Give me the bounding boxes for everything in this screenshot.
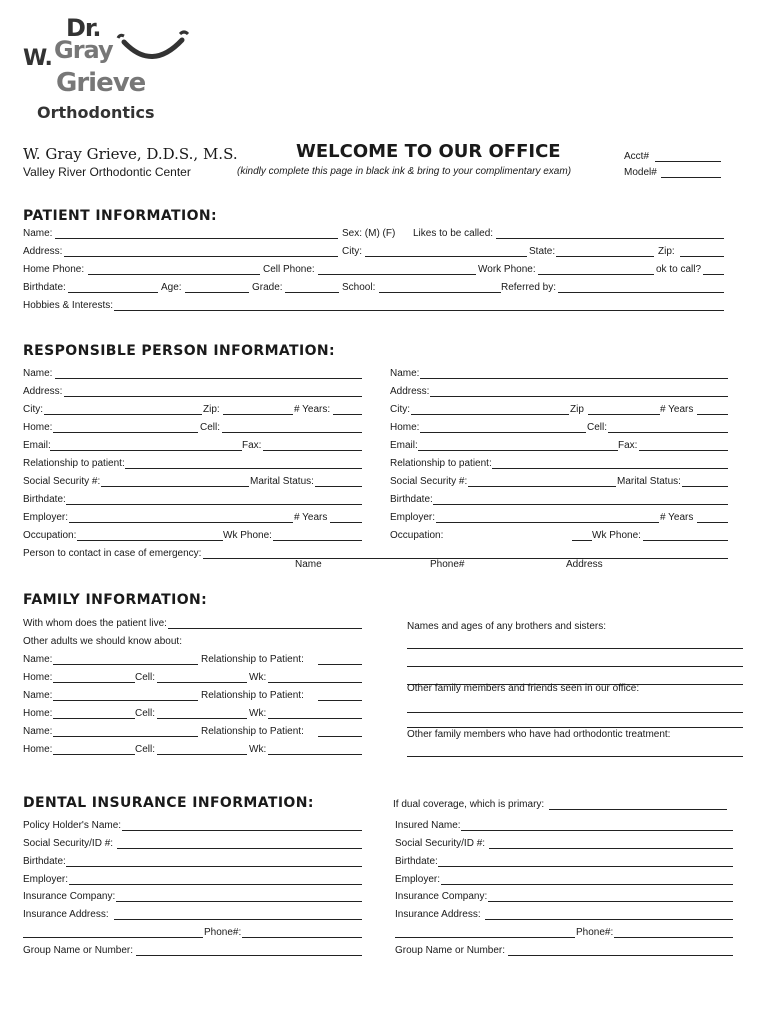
resp2-ssn-field[interactable]	[468, 475, 616, 487]
label: Employer:	[390, 512, 436, 523]
label: ok to call?	[656, 264, 702, 275]
insured-phone-field[interactable]	[614, 926, 733, 938]
label: Cell:	[135, 708, 156, 719]
adult3-wk-field[interactable]	[268, 743, 362, 755]
label: Email:	[390, 440, 418, 451]
live-with-field[interactable]	[168, 617, 362, 629]
insured-name-field[interactable]	[461, 819, 733, 831]
page-subtitle: (kindly complete this page in black ink & bring to your complimentary exam)	[237, 166, 572, 177]
label: # Years:	[294, 404, 331, 415]
label: With whom does the patient live:	[23, 618, 167, 629]
home-phone-field[interactable]	[88, 263, 260, 275]
insured-ssn-field[interactable]	[489, 837, 733, 849]
insured-address-field[interactable]	[485, 908, 733, 920]
label: Birthdate:	[395, 856, 438, 867]
label: Zip:	[203, 404, 220, 415]
resp2-relationship-field[interactable]	[492, 457, 728, 469]
adult1-relationship-field[interactable]	[318, 653, 362, 665]
birthdate-field[interactable]	[68, 281, 158, 293]
adult1-home-field[interactable]	[53, 671, 135, 683]
label: State:	[529, 246, 556, 257]
resp1-fax-field[interactable]	[263, 439, 362, 451]
label: Wk:	[249, 672, 267, 683]
label: Relationship to Patient:	[201, 654, 304, 665]
cell-phone-field[interactable]	[318, 263, 476, 275]
resp2-cell-field[interactable]	[608, 421, 728, 433]
resp1-employer-years-field[interactable]	[330, 511, 362, 523]
resp2-email-field[interactable]	[418, 439, 618, 451]
holder-ssn-field[interactable]	[117, 837, 362, 849]
label: Home:	[23, 422, 53, 433]
emergency-field[interactable]	[203, 547, 728, 559]
insured-birthdate-field[interactable]	[438, 855, 733, 867]
resp1-birthdate-field[interactable]	[66, 493, 362, 505]
resp1-marital-field[interactable]	[315, 475, 362, 487]
label: Home:	[23, 708, 53, 719]
label: Cell:	[200, 422, 221, 433]
label: Address:	[23, 246, 63, 257]
logo-gray: Gray	[54, 36, 113, 64]
resp1-zip-field[interactable]	[223, 403, 293, 415]
label: Group Name or Number:	[395, 945, 506, 956]
label: Name:	[23, 654, 53, 665]
label: Phone#:	[576, 927, 614, 938]
label: Phone#	[430, 559, 465, 570]
label: Name	[295, 559, 322, 570]
adult3-cell-field[interactable]	[157, 743, 247, 755]
resp2-home-field[interactable]	[420, 421, 586, 433]
adult2-home-field[interactable]	[53, 707, 135, 719]
label: Zip	[570, 404, 584, 415]
label: Phone#:	[204, 927, 242, 938]
insurance-heading: DENTAL INSURANCE INFORMATION:	[23, 795, 314, 811]
label: Group Name or Number:	[23, 945, 134, 956]
logo-orthodontics: Orthodontics	[37, 103, 155, 122]
label: Marital Status:	[250, 476, 314, 487]
label: Name:	[390, 368, 420, 379]
label: City:	[390, 404, 410, 415]
siblings-field-2[interactable]	[407, 655, 743, 667]
label: Person to contact in case of emergency:	[23, 548, 202, 559]
label: Cell:	[135, 744, 156, 755]
label: Cell Phone:	[263, 264, 315, 275]
resp2-city-field[interactable]	[411, 403, 569, 415]
label: Other adults we should know about:	[23, 636, 182, 647]
label: Address:	[23, 386, 63, 397]
resp2-years-field[interactable]	[697, 403, 728, 415]
label: Address:	[390, 386, 430, 397]
hobbies-field[interactable]	[114, 299, 724, 311]
insured-employer-field[interactable]	[441, 873, 733, 885]
resp1-cell-field[interactable]	[222, 421, 362, 433]
resp2-address-field[interactable]	[430, 385, 728, 397]
adult2-relationship-field[interactable]	[318, 689, 362, 701]
label: # Years	[660, 404, 694, 415]
resp1-employer-field[interactable]	[69, 511, 293, 523]
adult3-name-field[interactable]	[53, 725, 198, 737]
resp2-birthdate-field[interactable]	[433, 493, 728, 505]
responsible-heading: RESPONSIBLE PERSON INFORMATION:	[23, 343, 336, 359]
center-name: Valley River Orthodontic Center	[23, 165, 191, 179]
insured-group-field[interactable]	[508, 944, 733, 956]
resp2-fax-field[interactable]	[639, 439, 728, 451]
adult2-wk-field[interactable]	[268, 707, 362, 719]
resp2-name-field[interactable]	[420, 367, 728, 379]
ortho-field[interactable]	[407, 745, 743, 757]
referred-field[interactable]	[558, 281, 724, 293]
label: Names and ages of any brothers and sisters:	[407, 621, 606, 632]
resp2-zip-field[interactable]	[588, 403, 660, 415]
label: Name:	[23, 726, 53, 737]
siblings-field-1[interactable]	[407, 637, 743, 649]
holder-name-field[interactable]	[122, 819, 362, 831]
adult2-cell-field[interactable]	[157, 707, 247, 719]
holder-company-field[interactable]	[116, 890, 362, 902]
label: Home Phone:	[23, 264, 85, 275]
adult1-name-field[interactable]	[53, 653, 198, 665]
resp1-city-field[interactable]	[44, 403, 202, 415]
holder-group-field[interactable]	[136, 944, 362, 956]
holder-birthdate-field[interactable]	[66, 855, 362, 867]
resp1-home-field[interactable]	[53, 421, 198, 433]
label: Other family members and friends seen in our office:	[407, 683, 640, 694]
label: Name:	[23, 690, 53, 701]
label: Age:	[161, 282, 182, 293]
resp1-email-field[interactable]	[50, 439, 242, 451]
label: City:	[23, 404, 43, 415]
seen-field-2[interactable]	[407, 716, 743, 728]
acct-field[interactable]	[655, 150, 721, 162]
label: Relationship to patient:	[23, 458, 125, 469]
age-field[interactable]	[185, 281, 249, 293]
label: Occupation:	[390, 530, 444, 541]
state-field[interactable]	[556, 245, 654, 257]
label: Hobbies & Interests:	[23, 300, 114, 311]
holder-address-field-2[interactable]	[23, 926, 203, 938]
resp2-occupation-field[interactable]	[572, 529, 592, 541]
resp1-occupation-field[interactable]	[77, 529, 223, 541]
adult1-cell-field[interactable]	[157, 671, 247, 683]
resp2-wk-phone-field[interactable]	[643, 529, 728, 541]
resp1-years-field[interactable]	[333, 403, 362, 415]
label: Insurance Address:	[23, 909, 109, 920]
label: Wk:	[249, 744, 267, 755]
seen-field-1[interactable]	[407, 701, 743, 713]
label: Employer:	[23, 874, 69, 885]
label: Employer:	[23, 512, 69, 523]
label: Home:	[23, 672, 53, 683]
logo-w: W.	[23, 46, 52, 71]
label: Likes to be called:	[413, 228, 494, 239]
acct-label: Acct#	[624, 151, 650, 162]
resp1-ssn-field[interactable]	[101, 475, 249, 487]
school-field[interactable]	[379, 281, 501, 293]
grade-field[interactable]	[285, 281, 339, 293]
model-label: Model#	[624, 167, 657, 178]
label: Birthdate:	[23, 494, 66, 505]
resp2-marital-field[interactable]	[682, 475, 728, 487]
resp2-employer-years-field[interactable]	[697, 511, 728, 523]
logo-dr: Dr.	[66, 14, 101, 42]
label: Social Security/ID #:	[395, 838, 486, 849]
label: Insurance Company:	[23, 891, 116, 902]
dual-coverage-field[interactable]	[549, 798, 727, 810]
smile-icon	[112, 22, 192, 66]
label: Social Security/ID #:	[23, 838, 114, 849]
label: School:	[342, 282, 376, 293]
label: # Years	[660, 512, 694, 523]
label: Sex: (M) (F)	[342, 228, 396, 239]
adult2-name-field[interactable]	[53, 689, 198, 701]
holder-address-field[interactable]	[114, 908, 362, 920]
resp1-wk-phone-field[interactable]	[273, 529, 362, 541]
resp1-name-field[interactable]	[55, 367, 362, 379]
model-field[interactable]	[661, 166, 721, 178]
label: Insured Name:	[395, 820, 461, 831]
adult3-relationship-field[interactable]	[318, 725, 362, 737]
label: Relationship to Patient:	[201, 690, 304, 701]
label: Policy Holder's Name:	[23, 820, 122, 831]
label: Social Security #:	[23, 476, 101, 487]
insured-company-field[interactable]	[488, 890, 733, 902]
label: Name:	[23, 228, 53, 239]
label: Cell:	[135, 672, 156, 683]
label: Name:	[23, 368, 53, 379]
label: Zip:	[658, 246, 675, 257]
label: Grade:	[252, 282, 283, 293]
label: Insurance Company:	[395, 891, 488, 902]
label: Insurance Address:	[395, 909, 481, 920]
resp1-address-field[interactable]	[64, 385, 362, 397]
label: Employer:	[395, 874, 441, 885]
doctor-name: W. Gray Grieve, D.D.S., M.S.	[23, 145, 238, 163]
resp2-employer-field[interactable]	[436, 511, 659, 523]
insured-address-field-2[interactable]	[395, 926, 575, 938]
label: Wk:	[249, 708, 267, 719]
patient-heading: PATIENT INFORMATION:	[23, 208, 218, 224]
adult1-wk-field[interactable]	[268, 671, 362, 683]
label: Birthdate:	[23, 856, 66, 867]
label: Relationship to Patient:	[201, 726, 304, 737]
patient-name-field[interactable]	[55, 227, 338, 239]
resp1-relationship-field[interactable]	[125, 457, 362, 469]
label: Occupation:	[23, 530, 77, 541]
address-field[interactable]	[64, 245, 338, 257]
label: Home:	[23, 744, 53, 755]
label: Email:	[23, 440, 51, 451]
holder-employer-field[interactable]	[69, 873, 362, 885]
likes-field[interactable]	[496, 227, 724, 239]
holder-phone-field[interactable]	[242, 926, 362, 938]
zip-field[interactable]	[680, 245, 724, 257]
city-field[interactable]	[365, 245, 527, 257]
ok-call-field[interactable]	[703, 263, 724, 275]
label: If dual coverage, which is primary:	[393, 799, 545, 810]
label: Work Phone:	[478, 264, 536, 275]
label: Other family members who have had orthodontic treatment:	[407, 729, 671, 740]
label: # Years	[294, 512, 328, 523]
label: Address	[566, 559, 603, 570]
label: Cell:	[587, 422, 608, 433]
work-phone-field[interactable]	[538, 263, 654, 275]
logo-grieve: Grieve	[56, 68, 146, 98]
label: Birthdate:	[390, 494, 433, 505]
label: Birthdate:	[23, 282, 66, 293]
label: Fax:	[242, 440, 262, 451]
label: Wk Phone:	[592, 530, 641, 541]
adult3-home-field[interactable]	[53, 743, 135, 755]
label: Social Security #:	[390, 476, 468, 487]
label: Referred by:	[501, 282, 557, 293]
label: Home:	[390, 422, 420, 433]
label: Marital Status:	[617, 476, 681, 487]
label: Fax:	[618, 440, 638, 451]
family-heading: FAMILY INFORMATION:	[23, 592, 208, 608]
label: Relationship to patient:	[390, 458, 492, 469]
page-title: WELCOME TO OUR OFFICE	[296, 141, 561, 162]
label: City:	[342, 246, 362, 257]
label: Wk Phone:	[223, 530, 272, 541]
